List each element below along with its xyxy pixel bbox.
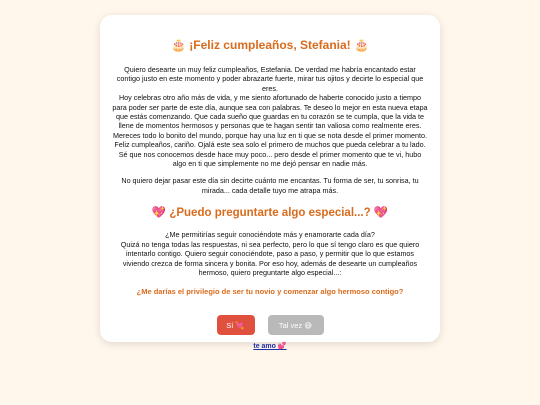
proposal-question: ¿Me darías el privilegio de ser tu novio y comenzar algo hermoso contigo?: [136, 287, 404, 297]
answer-buttons: [112, 315, 428, 335]
te-amo-link[interactable]: te amo 💕: [253, 343, 287, 350]
birthday-message: Quiero desearte un muy feliz cumpleaños, Estefania. De verdad me habría encantado estar contigo justo en este momento y poder abrazarte fuerte, mirar tus ojitos y decirte lo especial que eres. Hoy celebras otro año más de vida, y me siento afortunado de haberte conocido justo a tiempo para poder ser parte de este día, aunque sea con palabras. Te deseo lo mejor en esta nueva etapa que estás comenzando. Que cada sueño que guardas en tu corazón se te cumpla, que la vida te llene de momentos hermosos y personas que te hagan sentir tan valiosa como realmente eres. Mereces todo lo bonito del mundo, porque hay una luz en ti que se nota desde el primer momento. Feliz cumpleaños, cariño. Ojalá este sea solo el primero de muchos que pueda celebrar a tu lado. Sé que nos conocemos desde hace muy poco... pero desde el primer momento que te vi, hubo algo en ti que simplemente no me dejó pensar en nadie más.: [112, 65, 428, 169]
footer: [0, 342, 540, 351]
card-title: 🎂 ¡Feliz cumpleaños, Stefania! 🎂: [171, 38, 369, 52]
special-question-title: 💖 ¿Puedo preguntarte algo especial...? 💖: [151, 207, 389, 220]
yes-button[interactable]: Sí 💘: [217, 315, 255, 335]
birthday-message-2: No quiero dejar pasar este día sin decirte cuánto me encantas. Tu forma de ser, tu sonrisa, tu mirada... cada detalle tuyo me atrapa más.: [121, 176, 419, 195]
special-question-message: ¿Me permitirías seguir conociéndote más y enamorarte cada día? Quizá no tenga todas las respuestas, ni sea perfecto, pero lo que sí tengo claro es que quiero intentarlo contigo. Quiero seguir conociéndote, paso a paso, y permitir que lo que estamos viviendo crezca de forma sincera y bonita. Por eso hoy, además de desearte un cumpleaños hermoso, quiero preguntarte algo especial...:: [120, 230, 420, 277]
maybe-button[interactable]: Tal vez 😅: [268, 315, 324, 335]
birthday-card: [100, 15, 440, 342]
